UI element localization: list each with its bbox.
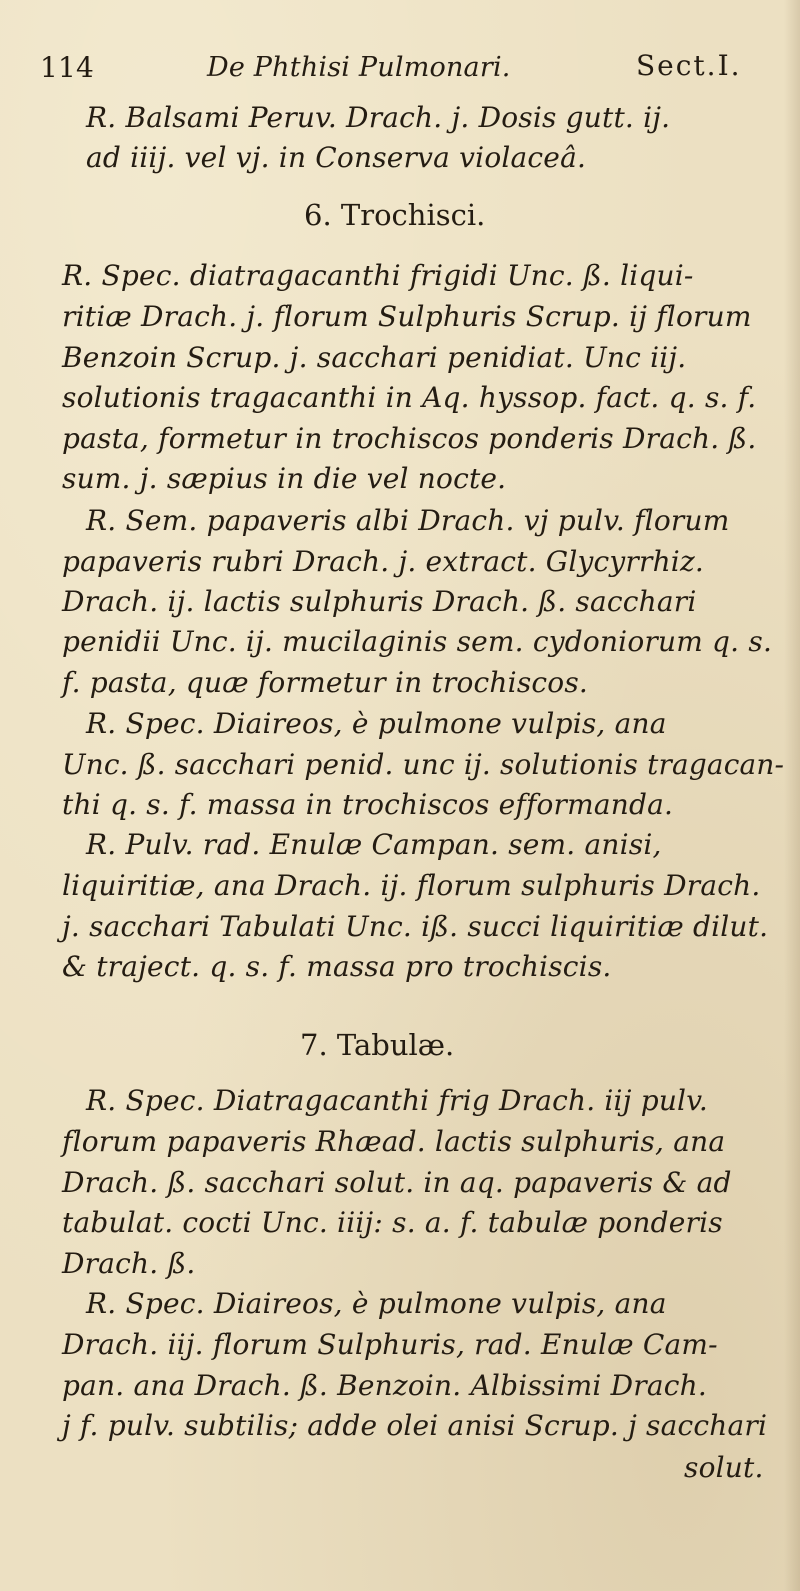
text-line: Drach. iij. florum Sulphuris, rad. Enulæ Cam- [62,1328,718,1361]
text-line: R. Pulv. rad. Enulæ Campan. sem. anisi, [86,828,662,861]
text-line: ad iiij. vel vj. in Conserva violaceâ. [86,141,587,174]
text-line: j f. pulv. subtilis; adde olei anisi Scrup. j sacchari [62,1409,768,1442]
text-line: Drach. ß. sacchari solut. in aq. papaveris & ad [62,1166,732,1199]
text-line: & traject. q. s. f. massa pro trochiscis. [62,950,612,983]
text-line: tabulat. cocti Unc. iiij: s. a. f. tabulæ ponderis [62,1206,723,1239]
text-line: thi q. s. f. massa in trochiscos efformanda. [62,788,674,821]
text-line: solutionis tragacanthi in Aq. hyssop. fact. q. s. f. [62,381,757,414]
text-line: R. Spec. diatragacanthi frigidi Unc. ß. liqui- [62,259,694,292]
catchword: solut. [684,1451,764,1484]
text-line: R. Spec. Diaireos, è pulmone vulpis, ana [86,1287,667,1320]
text-line: R. Balsami Peruv. Drach. j. Dosis gutt. ij. [86,101,671,134]
text-line: R. Spec. Diatragacanthi frig Drach. iij pulv. [86,1084,709,1117]
section-label: Sect.I. [636,49,742,82]
heading-tabulae: 7. Tabulæ. [300,1028,455,1062]
text-line: R. Spec. Diaireos, è pulmone vulpis, ana [86,707,667,740]
text-line: Drach. ij. lactis sulphuris Drach. ß. sacchari [62,585,697,618]
text-line: Unc. ß. sacchari penid. unc ij. solutionis tragacan- [62,748,785,781]
text-line: pan. ana Drach. ß. Benzoin. Albissimi Drach. [62,1369,707,1402]
text-line: f. pasta, quæ formetur in trochiscos. [62,666,589,699]
page-fold-shadow [784,0,800,1591]
text-line: penidii Unc. ij. mucilaginis sem. cydoniorum q. s. [62,625,773,658]
text-line: Benzoin Scrup. j. sacchari penidiat. Unc iij. [62,341,687,374]
text-line: liquiritiæ, ana Drach. ij. florum sulphuris Drach. [62,869,761,902]
text-line: j. sacchari Tabulati Unc. iß. succi liquiritiæ dilut. [62,910,769,943]
running-title: De Phthisi Pulmonari. [207,52,511,83]
heading-trochisci: 6. Trochisci. [304,198,486,232]
text-line: pasta, formetur in trochiscos ponderis Drach. ß. [62,422,757,455]
text-line: Drach. ß. [62,1247,196,1280]
text-line: R. Sem. papaveris albi Drach. vj pulv. florum [86,504,730,537]
text-line: papaveris rubri Drach. j. extract. Glycyrrhiz. [62,545,705,578]
text-line: florum papaveris Rhæad. lactis sulphuris, ana [62,1125,726,1158]
text-line: ritiæ Drach. j. florum Sulphuris Scrup. ij florum [62,300,752,333]
text-line: sum. j. sæpius in die vel nocte. [62,462,507,495]
page-number: 114 [40,51,95,84]
